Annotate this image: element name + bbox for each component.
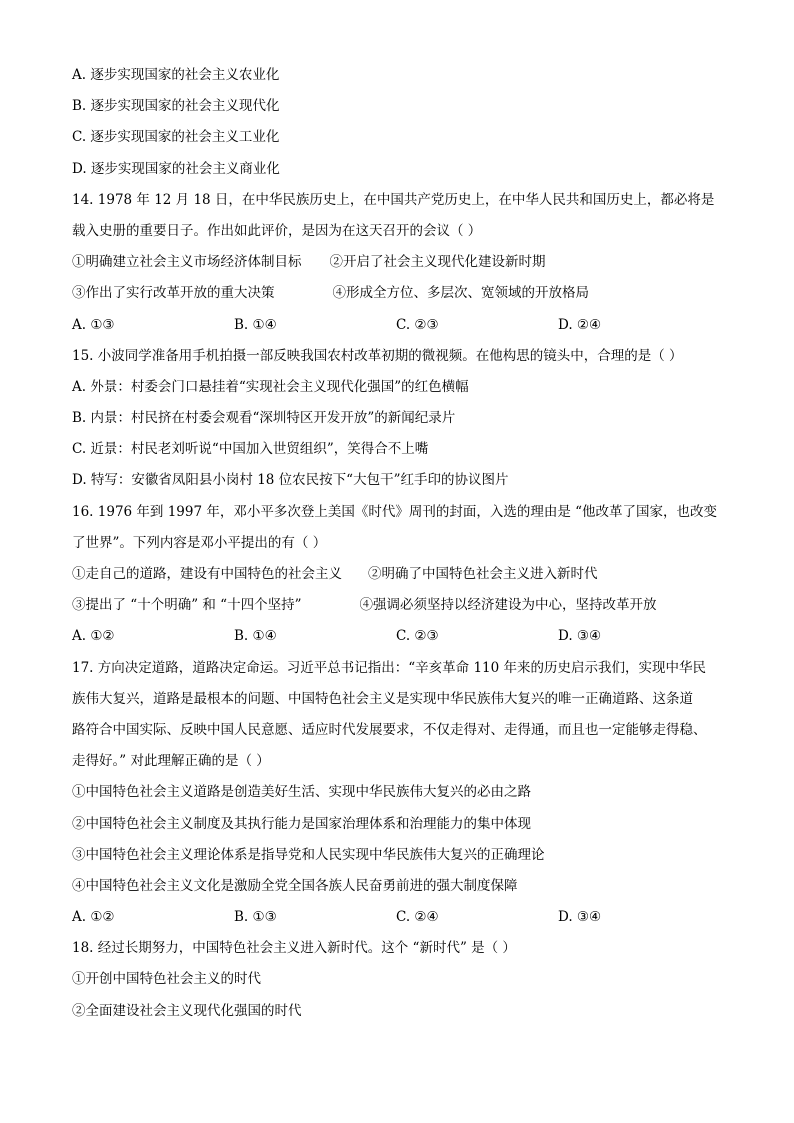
answer-option: C. ②④ bbox=[396, 909, 439, 926]
text-line: ①开创中国特色社会主义的时代 bbox=[72, 971, 261, 988]
answer-option: A. ①② bbox=[72, 628, 115, 645]
text-line: ②全面建设社会主义现代化强国的时代 bbox=[72, 1002, 302, 1019]
answer-option: D. ③④ bbox=[558, 628, 602, 645]
text-line: 了世界”。下列内容是邓小平提出的有（ ） bbox=[72, 534, 327, 551]
text-line: 载入史册的重要日子。作出如此评价，是因为在这天召开的会议（ ） bbox=[72, 222, 482, 239]
answer-option: D. ②④ bbox=[558, 316, 602, 333]
statement: ④形成全方位、多层次、宽领域的开放格局 bbox=[332, 285, 589, 302]
text-line: ③中国特色社会主义理论体系是指导党和人民实现中华民族伟大复兴的正确理论 bbox=[72, 846, 545, 863]
text-line: D. 特写：安徽省凤阳县小岗村 18 位农民按下“大包干”红手印的协议图片 bbox=[72, 472, 509, 489]
text-line: 走得好。” 对此理解正确的是（ ） bbox=[72, 753, 270, 770]
text-line: B. 逐步实现国家的社会主义现代化 bbox=[72, 98, 280, 115]
answer-option: A. ①③ bbox=[72, 316, 115, 333]
text-line: 15. 小波同学准备用手机拍摄一部反映我国农村改革初期的微视频。在他构思的镜头中，合理的是（ ） bbox=[72, 347, 683, 364]
text-line: 路符合中国实际、反映中国人民意愿、适应时代发展要求，不仅走得对、走得通，而且也一定能够走得稳、 bbox=[72, 721, 707, 738]
answer-options bbox=[72, 906, 732, 937]
text-line: C. 近景：村民老刘听说“中国加入世贸组织”，笑得合不上嘴 bbox=[72, 441, 429, 458]
text-line: 族伟大复兴，道路是最根本的问题、中国特色社会主义是实现中华民族伟大复兴的唯一正确道路、这条道 bbox=[72, 690, 693, 707]
text-line: ①中国特色社会主义道路是创造美好生活、实现中华民族伟大复兴的必由之路 bbox=[72, 784, 531, 801]
text-line: ④中国特色社会主义文化是激励全党全国各族人民奋勇前进的强大制度保障 bbox=[72, 877, 518, 894]
answer-option: B. ①③ bbox=[234, 909, 277, 926]
document-page bbox=[72, 64, 732, 1031]
text-line: 17. 方向决定道路，道路决定命运。习近平总书记指出：“辛亥革命 110 年来的历史启示我们，实现中华民 bbox=[72, 659, 707, 676]
statement: ③提出了 “十个明确” 和 “十四个坚持” bbox=[72, 597, 302, 614]
answer-options bbox=[72, 625, 732, 656]
statement-pair bbox=[72, 563, 732, 594]
answer-options bbox=[72, 314, 732, 345]
statement: ③作出了实行改革开放的重大决策 bbox=[72, 285, 275, 302]
text-line: 16. 1976 年到 1997 年，邓小平多次登上美国《时代》周刊的封面，入选的理由是 “他改革了国家，也改变 bbox=[72, 503, 718, 520]
statement-pair bbox=[72, 282, 732, 313]
answer-option: B. ①④ bbox=[234, 316, 277, 333]
text-line: ②中国特色社会主义制度及其执行能力是国家治理体系和治理能力的集中体现 bbox=[72, 815, 531, 832]
text-line: C. 逐步实现国家的社会主义工业化 bbox=[72, 129, 280, 146]
answer-option: A. ①② bbox=[72, 909, 115, 926]
statement-pair bbox=[72, 251, 732, 282]
statement: ④强调必须坚持以经济建设为中心，坚持改革开放 bbox=[359, 597, 657, 614]
answer-option: C. ②③ bbox=[396, 628, 439, 645]
text-line: A. 外景：村委会门口悬挂着“实现社会主义现代化强国”的红色横幅 bbox=[72, 378, 469, 395]
answer-option: C. ②③ bbox=[396, 316, 439, 333]
statement: ①走自己的道路，建设有中国特色的社会主义 bbox=[72, 566, 342, 582]
statement: ②明确了中国特色社会主义进入新时代 bbox=[368, 566, 598, 582]
text-line: B. 内景：村民挤在村委会观看“深圳特区开发开放”的新闻纪录片 bbox=[72, 410, 456, 427]
text-line: A. 逐步实现国家的社会主义农业化 bbox=[72, 67, 280, 83]
text-line: 14. 1978 年 12 月 18 日，在中华民族历史上，在中国共产党历史上，在中华人民共和国历史上，都必将是 bbox=[72, 191, 715, 208]
answer-option: B. ①④ bbox=[234, 628, 277, 645]
text-line: D. 逐步实现国家的社会主义商业化 bbox=[72, 160, 280, 177]
statement-pair bbox=[72, 594, 732, 625]
answer-option: D. ③④ bbox=[558, 909, 602, 926]
statement: ②开启了社会主义现代化建设新时期 bbox=[329, 254, 546, 271]
statement: ①明确建立社会主义市场经济体制目标 bbox=[72, 254, 302, 271]
text-line: 18. 经过长期努力，中国特色社会主义进入新时代。这个 “新时代” 是（ ） bbox=[72, 940, 516, 957]
